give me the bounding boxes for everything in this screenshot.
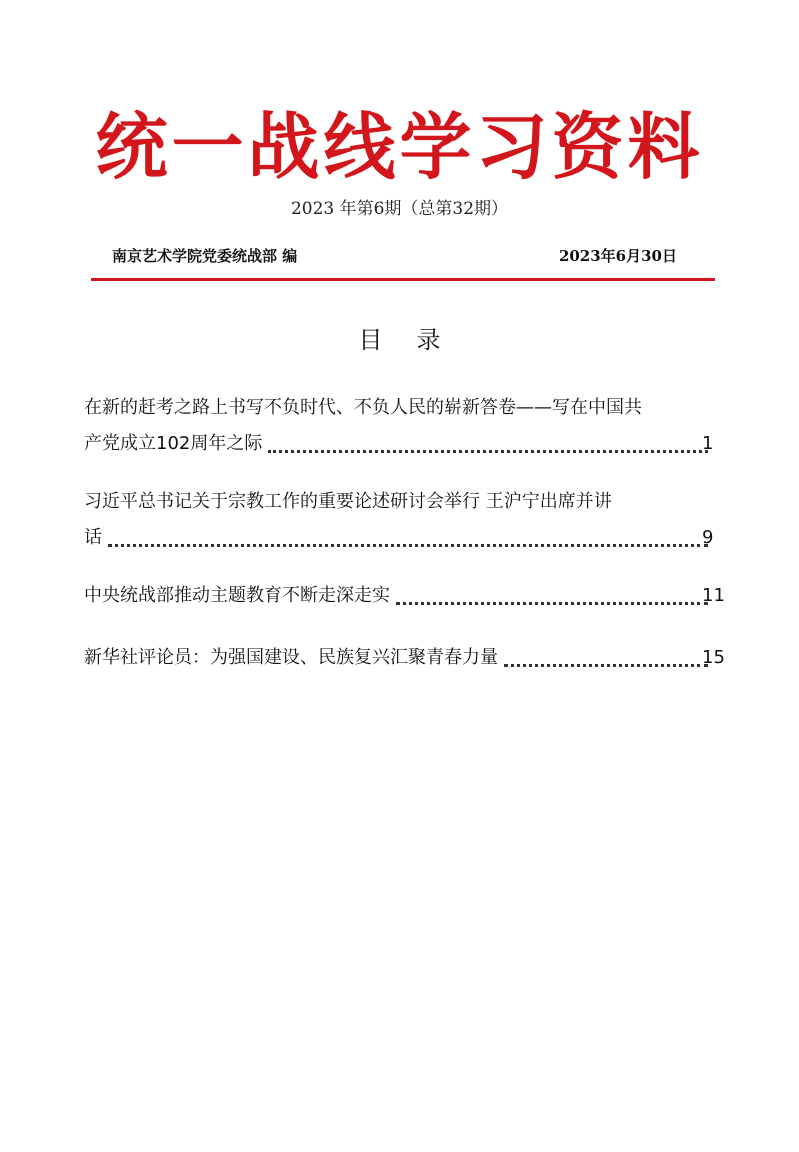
editor-line: 南京艺术学院党委统战部 编 (112, 247, 298, 265)
toc-page-number: 11 (702, 585, 725, 606)
toc-entry-title-end: 新华社评论员：为强国建设、民族复兴汇聚青春力量 (84, 647, 498, 668)
toc-page-number: 9 (702, 527, 714, 548)
toc-entry-last-line (84, 640, 714, 676)
toc-entry-last-line (84, 426, 714, 462)
toc-entry[interactable] (84, 484, 732, 556)
toc-entry[interactable] (84, 640, 732, 676)
toc-page-number: 15 (702, 647, 725, 668)
dot-leader (108, 542, 708, 547)
issue-number: 2023 年第6期（总第32期） (290, 199, 509, 219)
toc-heading: 目录 (358, 326, 475, 354)
toc-entry-title-end: 产党成立102周年之际 (84, 433, 263, 454)
dot-leader (396, 600, 708, 605)
table-of-contents (84, 390, 732, 676)
toc-entry-title-line: 在新的赶考之路上书写不负时代、不负人民的崭新答卷——写在中国共 (84, 397, 642, 418)
toc-entry-title-line: 习近平总书记关于宗教工作的重要论述研讨会举行 王沪宁出席并讲 (84, 491, 612, 512)
toc-entry-last-line (84, 520, 714, 556)
toc-entry[interactable] (84, 390, 732, 462)
red-divider (91, 278, 715, 281)
publication-date: 2023年6月30日 (558, 247, 677, 265)
toc-entry-title-end: 中央统战部推动主题教育不断走深走实 (84, 585, 390, 606)
masthead-title: 统一战线学习资料 (95, 104, 704, 189)
dot-leader (268, 448, 708, 453)
toc-entry-title-end: 话 (84, 527, 102, 548)
dot-leader (504, 662, 708, 667)
toc-entry[interactable] (84, 578, 732, 614)
toc-entry-last-line (84, 578, 714, 614)
toc-page-number: 1 (702, 433, 714, 454)
